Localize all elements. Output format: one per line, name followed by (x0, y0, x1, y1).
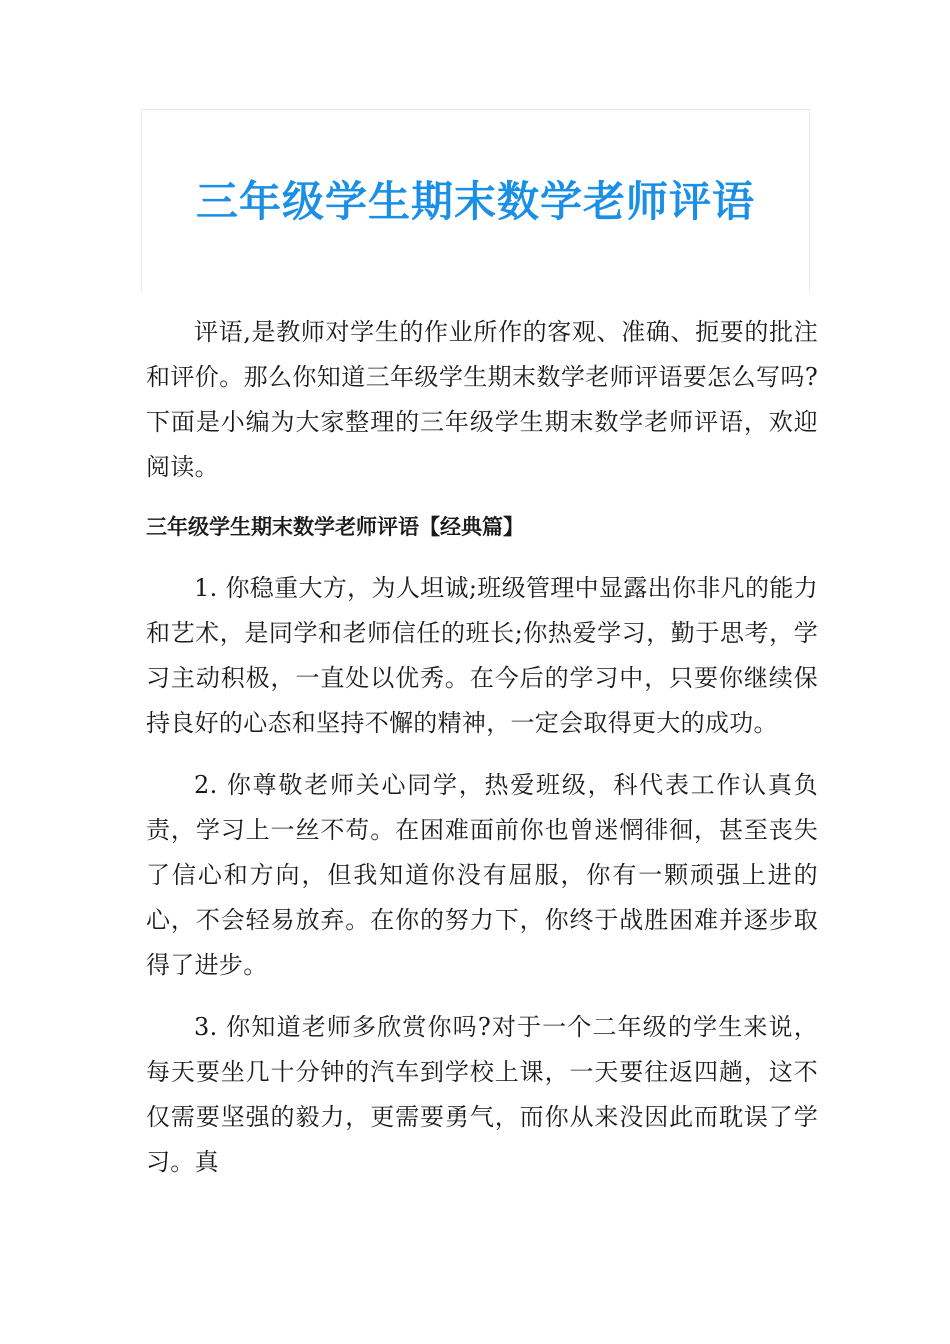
comment-item-3: 3. 你知道老师多欣赏你吗?对于一个二年级的学生来说，每天要坐几十分钟的汽车到学校上课，一天要往返四趟，这不仅需要坚强的毅力，更需要勇气，而你从来没因此而耽误了学习。真 (146, 1013, 818, 1176)
comment-item-1: 1. 你稳重大方，为人坦诚;班级管理中显露出你非凡的能力和艺术，是同学和老师信任的班长;你热爱学习，勤于思考，学习主动积极，一直处以优秀。在今后的学习中，只要你继续保持良好的心态和坚持不懈的精神，一定会取得更大的成功。 (146, 574, 818, 737)
document-body (146, 310, 818, 1202)
intro-paragraph: 评语,是教师对学生的作业所作的客观、准确、扼要的批注和评价。那么你知道三年级学生期末数学老师评语要怎么写吗?下面是小编为大家整理的三年级学生期末数学老师评语，欢迎阅读。 (146, 318, 818, 481)
comment-item-2: 2. 你尊敬老师关心同学，热爱班级，科代表工作认真负责，学习上一丝不苟。在困难面前你也曾迷惘徘徊，甚至丧失了信心和方向，但我知道你没有屈服，你有一颗顽强上进的心，不会轻易放弃。在你的努力下，你终于战胜困难并逐步取得了进步。 (146, 771, 818, 979)
document-title: 三年级学生期末数学老师评语 (195, 177, 755, 226)
section-heading: 三年级学生期末数学老师评语【经典篇】 (146, 515, 524, 539)
title-box (141, 109, 810, 292)
